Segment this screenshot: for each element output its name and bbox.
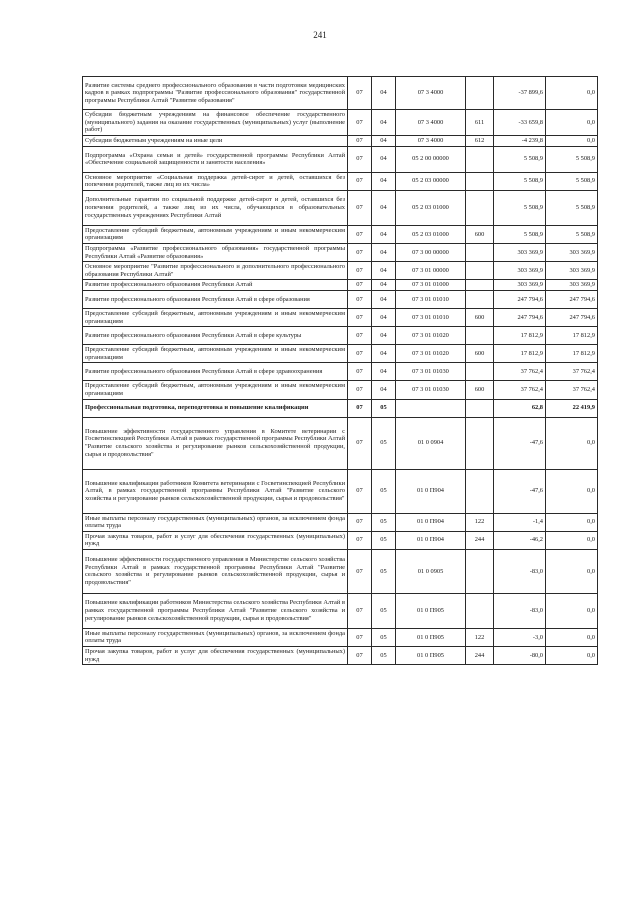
expense-type-code xyxy=(466,327,494,345)
subsection-code: 04 xyxy=(372,327,396,345)
amount-year-1: -4 239,8 xyxy=(494,136,546,147)
amount-year-1: -1,4 xyxy=(494,513,546,531)
expense-type-code: 600 xyxy=(466,345,494,363)
section-code: 07 xyxy=(348,417,372,469)
section-code: 07 xyxy=(348,77,372,110)
amount-year-2: 0,0 xyxy=(546,110,598,136)
amount-year-1: -47,6 xyxy=(494,417,546,469)
section-code: 07 xyxy=(348,628,372,646)
subsection-code: 05 xyxy=(372,549,396,593)
amount-year-1: 17 812,9 xyxy=(494,327,546,345)
expense-type-code xyxy=(466,243,494,261)
table-row xyxy=(83,77,598,110)
section-code: 07 xyxy=(348,363,372,381)
page-number: 241 xyxy=(313,30,327,40)
table-row xyxy=(83,647,598,665)
amount-year-2: 17 812,9 xyxy=(546,327,598,345)
section-code: 07 xyxy=(348,243,372,261)
amount-year-1: 37 762,4 xyxy=(494,363,546,381)
expense-type-code xyxy=(466,172,494,190)
amount-year-2: 0,0 xyxy=(546,647,598,665)
table-row xyxy=(83,363,598,381)
table-row xyxy=(83,327,598,345)
row-name: Подпрограмма «Развитие профессионального образования» государственной программы Республики Алтай «Развитие образования» xyxy=(83,243,348,261)
amount-year-2: 0,0 xyxy=(546,136,598,147)
row-name: Повышение квалификации работников Министерства сельского хозяйства Республики Алтай в рамках государственной программы Республики Алтай "Развитие сельского хозяйства и регулирование рынков сельскохозяйственной продукции, сырья и продовольствия" xyxy=(83,593,348,628)
row-name: Развитие профессионального образования Республики Алтай xyxy=(83,280,348,291)
expense-type-code: 612 xyxy=(466,136,494,147)
target-article-code xyxy=(396,399,466,417)
row-name: Подпрограмма «Охрана семьи и детей» государственной программы Республики Алтай «Обеспечение социальной защищенности и занятости населения» xyxy=(83,146,348,172)
target-article-code: 07 3 01 00000 xyxy=(396,262,466,280)
subsection-code: 04 xyxy=(372,345,396,363)
table-row xyxy=(83,136,598,147)
amount-year-1: -33 659,8 xyxy=(494,110,546,136)
amount-year-2: 0,0 xyxy=(546,549,598,593)
expense-type-code: 600 xyxy=(466,381,494,399)
amount-year-2: 0,0 xyxy=(546,513,598,531)
subsection-code: 05 xyxy=(372,513,396,531)
amount-year-2: 5 508,9 xyxy=(546,172,598,190)
expense-type-code xyxy=(466,190,494,225)
row-name: Развитие системы среднего профессионального образования в части подготовки медицинских кадров в рамках подпрограммы "Развитие профессионального образования" государственной программы Республики Алтай "Развитие образования" xyxy=(83,77,348,110)
row-name: Субсидии бюджетным учреждениям на финансовое обеспечение государственного (муниципального) задания на оказание государственных (муниципальных) услуг (выполнение работ) xyxy=(83,110,348,136)
target-article-code: 07 3 4000 xyxy=(396,110,466,136)
table-row xyxy=(83,308,598,326)
target-article-code: 01 0 П904 xyxy=(396,531,466,549)
target-article-code: 07 3 4000 xyxy=(396,136,466,147)
amount-year-1: -47,6 xyxy=(494,469,546,513)
row-name: Прочая закупка товаров, работ и услуг для обеспечения государственных (муниципальных) нужд xyxy=(83,531,348,549)
table-row xyxy=(83,290,598,308)
target-article-code: 07 3 01 01010 xyxy=(396,308,466,326)
section-code: 07 xyxy=(348,327,372,345)
table-row xyxy=(83,280,598,291)
table-row xyxy=(83,469,598,513)
section-code: 07 xyxy=(348,190,372,225)
amount-year-2: 5 508,9 xyxy=(546,146,598,172)
amount-year-1: 5 508,9 xyxy=(494,225,546,243)
expense-type-code xyxy=(466,290,494,308)
target-article-code: 01 0 0904 xyxy=(396,417,466,469)
target-article-code: 05 2 00 00000 xyxy=(396,146,466,172)
table-row xyxy=(83,146,598,172)
row-name: Развитие профессионального образования Республики Алтай в сфере здравоохранения xyxy=(83,363,348,381)
section-code: 07 xyxy=(348,110,372,136)
section-code: 07 xyxy=(348,136,372,147)
amount-year-2: 5 508,9 xyxy=(546,225,598,243)
expense-type-code: 244 xyxy=(466,647,494,665)
row-name: Развитие профессионального образования Республики Алтай в сфере образования xyxy=(83,290,348,308)
row-name: Иные выплаты персоналу государственных (муниципальных) органов, за исключением фонда оплаты труда xyxy=(83,628,348,646)
expense-type-code xyxy=(466,363,494,381)
table-row xyxy=(83,549,598,593)
row-name: Основное мероприятие «Социальная поддержка детей-сирот и детей, оставшихся без попечения родителей, также лиц из их числа» xyxy=(83,172,348,190)
table-row xyxy=(83,628,598,646)
section-code: 07 xyxy=(348,593,372,628)
amount-year-2: 0,0 xyxy=(546,628,598,646)
row-name: Дополнительные гарантии по социальной поддержке детей-сирот и детей, оставшихся без попечения родителей, а также лиц из их числа, обучающихся в образовательных государственных учреждениях Республики Алтай xyxy=(83,190,348,225)
amount-year-2: 247 794,6 xyxy=(546,308,598,326)
row-name: Предоставление субсидий бюджетным, автономным учреждениям и иным некоммерческим организациям xyxy=(83,225,348,243)
amount-year-1: 5 508,9 xyxy=(494,146,546,172)
amount-year-1: -46,2 xyxy=(494,531,546,549)
amount-year-1: 5 508,9 xyxy=(494,172,546,190)
amount-year-2: 0,0 xyxy=(546,77,598,110)
subsection-code: 05 xyxy=(372,647,396,665)
subsection-code: 04 xyxy=(372,243,396,261)
table-row xyxy=(83,399,598,417)
subsection-code: 05 xyxy=(372,469,396,513)
amount-year-1: 303 369,9 xyxy=(494,280,546,291)
amount-year-1: 37 762,4 xyxy=(494,381,546,399)
table-row xyxy=(83,593,598,628)
table-row xyxy=(83,417,598,469)
subsection-code: 04 xyxy=(372,172,396,190)
expense-type-code: 122 xyxy=(466,513,494,531)
amount-year-1: -83,0 xyxy=(494,549,546,593)
amount-year-2: 303 369,9 xyxy=(546,262,598,280)
section-code: 07 xyxy=(348,172,372,190)
section-code: 07 xyxy=(348,262,372,280)
expense-type-code xyxy=(466,146,494,172)
target-article-code: 01 0 П904 xyxy=(396,469,466,513)
target-article-code: 07 3 4000 xyxy=(396,77,466,110)
section-code: 07 xyxy=(348,345,372,363)
table-row xyxy=(83,345,598,363)
amount-year-1: 303 369,9 xyxy=(494,243,546,261)
target-article-code: 07 3 01 01020 xyxy=(396,345,466,363)
target-article-code: 07 3 00 00000 xyxy=(396,243,466,261)
expense-type-code: 611 xyxy=(466,110,494,136)
amount-year-2: 0,0 xyxy=(546,593,598,628)
amount-year-1: -37 899,6 xyxy=(494,77,546,110)
amount-year-2: 0,0 xyxy=(546,417,598,469)
subsection-code: 05 xyxy=(372,417,396,469)
budget-table-body xyxy=(83,77,598,665)
row-name: Повышение эффективности государственного управления в Министерстве сельского хозяйства Республики Алтай в рамках государственной программы Республики Алтай "Развитие сельского хозяйства и регулирование рынков сельскохозяйственной продукции, сырья и продовольствия" xyxy=(83,549,348,593)
expense-type-code xyxy=(466,262,494,280)
row-name: Основное мероприятие "Развитие профессионального и дополнительного профессионального образования Республики Алтай" xyxy=(83,262,348,280)
row-name: Прочая закупка товаров, работ и услуг для обеспечения государственных (муниципальных) нужд xyxy=(83,647,348,665)
expense-type-code xyxy=(466,549,494,593)
section-code: 07 xyxy=(348,308,372,326)
amount-year-1: 62,8 xyxy=(494,399,546,417)
subsection-code: 04 xyxy=(372,262,396,280)
row-name: Предоставление субсидий бюджетным, автономным учреждениям и иным некоммерческим организациям xyxy=(83,308,348,326)
subsection-code: 04 xyxy=(372,77,396,110)
table-row xyxy=(83,513,598,531)
row-name: Предоставление субсидий бюджетным, автономным учреждениям и иным некоммерческим организациям xyxy=(83,345,348,363)
amount-year-2: 0,0 xyxy=(546,531,598,549)
expense-type-code: 244 xyxy=(466,531,494,549)
table-row xyxy=(83,110,598,136)
amount-year-1: -83,0 xyxy=(494,593,546,628)
target-article-code: 01 0 П905 xyxy=(396,647,466,665)
amount-year-2: 303 369,9 xyxy=(546,280,598,291)
row-name: Иные выплаты персоналу государственных (муниципальных) органов, за исключением фонда оплаты труда xyxy=(83,513,348,531)
section-code: 07 xyxy=(348,290,372,308)
amount-year-1: -3,0 xyxy=(494,628,546,646)
budget-table xyxy=(82,76,598,665)
table-row xyxy=(83,531,598,549)
target-article-code: 01 0 П904 xyxy=(396,513,466,531)
subsection-code: 05 xyxy=(372,593,396,628)
section-code: 07 xyxy=(348,469,372,513)
table-row xyxy=(83,381,598,399)
section-code: 07 xyxy=(348,549,372,593)
target-article-code: 07 3 01 01030 xyxy=(396,363,466,381)
section-code: 07 xyxy=(348,381,372,399)
table-row xyxy=(83,243,598,261)
section-code: 07 xyxy=(348,146,372,172)
expense-type-code: 600 xyxy=(466,225,494,243)
expense-type-code: 122 xyxy=(466,628,494,646)
amount-year-1: 247 794,6 xyxy=(494,308,546,326)
target-article-code: 01 0 0905 xyxy=(396,549,466,593)
subsection-code: 04 xyxy=(372,280,396,291)
subsection-code: 05 xyxy=(372,399,396,417)
row-name: Субсидии бюджетным учреждениям на иные цели xyxy=(83,136,348,147)
subsection-code: 04 xyxy=(372,363,396,381)
row-name: Профессиональная подготовка, переподготовка и повышение квалификации xyxy=(83,399,348,417)
section-code: 07 xyxy=(348,225,372,243)
target-article-code: 05 2 03 01000 xyxy=(396,190,466,225)
row-name: Повышение квалификации работников Комитета ветеринарии с Госветинспекцией Республики Алтай, в рамках государственной программы Республики Алтай "Развитие сельского хозяйства и регулирование рынков сельскохозяйственной продукции, сырья и продовольствия" xyxy=(83,469,348,513)
section-code: 07 xyxy=(348,531,372,549)
amount-year-2: 5 508,9 xyxy=(546,190,598,225)
subsection-code: 04 xyxy=(372,146,396,172)
subsection-code: 04 xyxy=(372,308,396,326)
amount-year-1: 17 812,9 xyxy=(494,345,546,363)
target-article-code: 07 3 01 01030 xyxy=(396,381,466,399)
expense-type-code: 600 xyxy=(466,308,494,326)
subsection-code: 04 xyxy=(372,381,396,399)
amount-year-1: 247 794,6 xyxy=(494,290,546,308)
section-code: 07 xyxy=(348,647,372,665)
section-code: 07 xyxy=(348,399,372,417)
subsection-code: 04 xyxy=(372,225,396,243)
expense-type-code xyxy=(466,399,494,417)
amount-year-2: 37 762,4 xyxy=(546,363,598,381)
target-article-code: 01 0 П905 xyxy=(396,628,466,646)
expense-type-code xyxy=(466,417,494,469)
row-name: Развитие профессионального образования Республики Алтай в сфере культуры xyxy=(83,327,348,345)
amount-year-2: 247 794,6 xyxy=(546,290,598,308)
expense-type-code xyxy=(466,280,494,291)
target-article-code: 07 3 01 01000 xyxy=(396,280,466,291)
subsection-code: 04 xyxy=(372,190,396,225)
amount-year-2: 303 369,9 xyxy=(546,243,598,261)
subsection-code: 04 xyxy=(372,110,396,136)
subsection-code: 05 xyxy=(372,531,396,549)
subsection-code: 04 xyxy=(372,136,396,147)
subsection-code: 05 xyxy=(372,628,396,646)
amount-year-1: -80,0 xyxy=(494,647,546,665)
expense-type-code xyxy=(466,77,494,110)
subsection-code: 04 xyxy=(372,290,396,308)
amount-year-2: 22 419,9 xyxy=(546,399,598,417)
expense-type-code xyxy=(466,469,494,513)
table-row xyxy=(83,262,598,280)
amount-year-2: 37 762,4 xyxy=(546,381,598,399)
target-article-code: 01 0 П905 xyxy=(396,593,466,628)
amount-year-1: 5 508,9 xyxy=(494,190,546,225)
section-code: 07 xyxy=(348,513,372,531)
table-row xyxy=(83,225,598,243)
amount-year-2: 0,0 xyxy=(546,469,598,513)
target-article-code: 05 2 03 01000 xyxy=(396,225,466,243)
row-name: Повышение эффективности государственного управления в Комитете ветеринарии с Госветинспекцией Республики Алтай в рамках государственной программы Республики Алтай "Развитие сельского хозяйства и регулирование рынков сельскохозяйственной продукции, сырья и продовольствия" xyxy=(83,417,348,469)
target-article-code: 07 3 01 01020 xyxy=(396,327,466,345)
expense-type-code xyxy=(466,593,494,628)
amount-year-2: 17 812,9 xyxy=(546,345,598,363)
table-row xyxy=(83,172,598,190)
table-row xyxy=(83,190,598,225)
amount-year-1: 303 369,9 xyxy=(494,262,546,280)
target-article-code: 05 2 03 00000 xyxy=(396,172,466,190)
section-code: 07 xyxy=(348,280,372,291)
row-name: Предоставление субсидий бюджетным, автономным учреждениям и иным некоммерческим организациям xyxy=(83,381,348,399)
target-article-code: 07 3 01 01010 xyxy=(396,290,466,308)
